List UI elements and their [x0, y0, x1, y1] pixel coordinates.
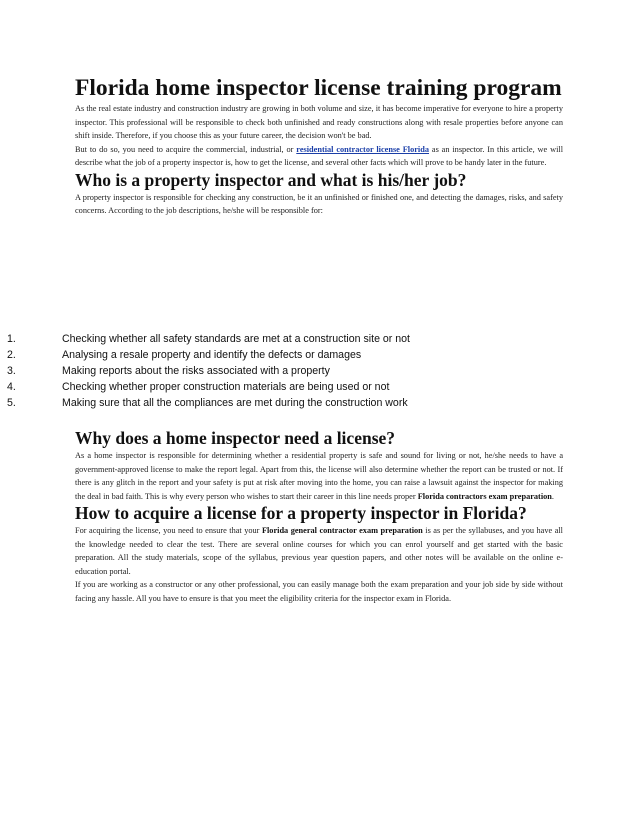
list-item-text: Checking whether all safety standards are met at a construction site or not: [62, 333, 411, 345]
list-item-text: Checking whether proper construction materials are being used or not: [62, 381, 390, 394]
section-3-paragraph-1-end: is as per the syllabuses, and you have all the knowledge needed to clear the test. There are several online courses for which you can enrol yourself and get started with the basic preparation. All the study materials, scope of the syllabus, previous year question papers, and other notes will be available on the online e-education portal.: [75, 526, 563, 576]
section-2-paragraph-end: .: [551, 491, 554, 501]
list-item-text: Making sure that all the compliances are met during the construction work: [62, 397, 408, 410]
intro-paragraph-2-start: But to do so, you need to acquire the commercial, industrial, or: [75, 144, 297, 154]
intro-paragraph-2-end: as an inspector. In this article, we will describe what the job of a property inspector is, how to get the license, and several other facts which will prove to be handy later in the future.: [75, 144, 564, 167]
upper-content: [75, 74, 563, 218]
list-item-number: 1.: [7, 333, 16, 345]
residential-contractor-license-link[interactable]: residential contractor license Florida: [296, 144, 430, 154]
section-heading-license-need: Why does a home inspector need a license?: [75, 428, 396, 448]
page-title: Florida home inspector license training program: [75, 75, 562, 101]
florida-contractors-exam-keyword: Florida contractors exam preparation: [417, 491, 552, 501]
responsibilities-list: [0, 331, 410, 411]
list-item-text: Analysing a resale property and identify the defects or damages: [62, 349, 362, 362]
section-3-paragraph-2: If you are working as a constructor or any other professional, you can easily manage both the exam preparation and your job side by side without facing any hassle. All you have to ensure is that you meet the eligibility criteria for the inspector exam in Florida.: [75, 580, 563, 603]
florida-general-contractor-keyword: Florida general contractor exam preparation: [261, 526, 423, 535]
list-item-number: 2.: [7, 349, 16, 362]
list-item: [0, 331, 410, 347]
list-item-number: 4.: [7, 381, 16, 394]
list-item: [0, 347, 410, 363]
intro-paragraph-1: As the real estate industry and construction industry are growing in both volume and size, it has become imperative for everyone to hire a property inspector. This professional will be responsible to check both unfinished and ready constructions along with resale properties before anyone can shift inside. Therefore, if you choose this as your future career, the decision won't be bad.: [75, 104, 563, 140]
section-2-paragraph-start: As a home inspector is responsible for determining whether a residential property is safe and sound for living or not, he/she needs to have a government-approved license to make the report legal. Apart from this, the license will also determine whether the report can be trusted or not. If there is any glitch in the report and your safety is put at risk after moving into the home, you can raise a lawsuit against the inspector for making the deal in bad faith. This is why every person who wishes to start their career in this line needs proper: [75, 451, 563, 501]
section-2-paragraph: [75, 449, 563, 503]
lower-content: [75, 428, 563, 605]
list-item: [0, 363, 410, 379]
section-3-paragraph-1: [75, 524, 563, 578]
section-heading-acquire-license: How to acquire a license for a property inspector in Florida?: [75, 503, 527, 523]
list-item-number: 3.: [7, 365, 16, 378]
section-3-paragraph-1-start: For acquiring the license, you need to ensure that your: [75, 526, 262, 535]
section-1-paragraph: A property inspector is responsible for checking any construction, be it an unfinished or finished one, and detecting the damages, risks, and safety concerns. According to the job descriptions, he/she will be responsible for:: [75, 192, 563, 215]
list-item: [0, 395, 410, 411]
section-heading-property-inspector: Who is a property inspector and what is his/her job?: [75, 169, 467, 190]
list-item-text: Making reports about the risks associated with a property: [62, 365, 330, 378]
list-item-number: 5.: [7, 397, 16, 410]
intro-paragraph-2: [75, 143, 563, 170]
list-item: [0, 379, 410, 395]
